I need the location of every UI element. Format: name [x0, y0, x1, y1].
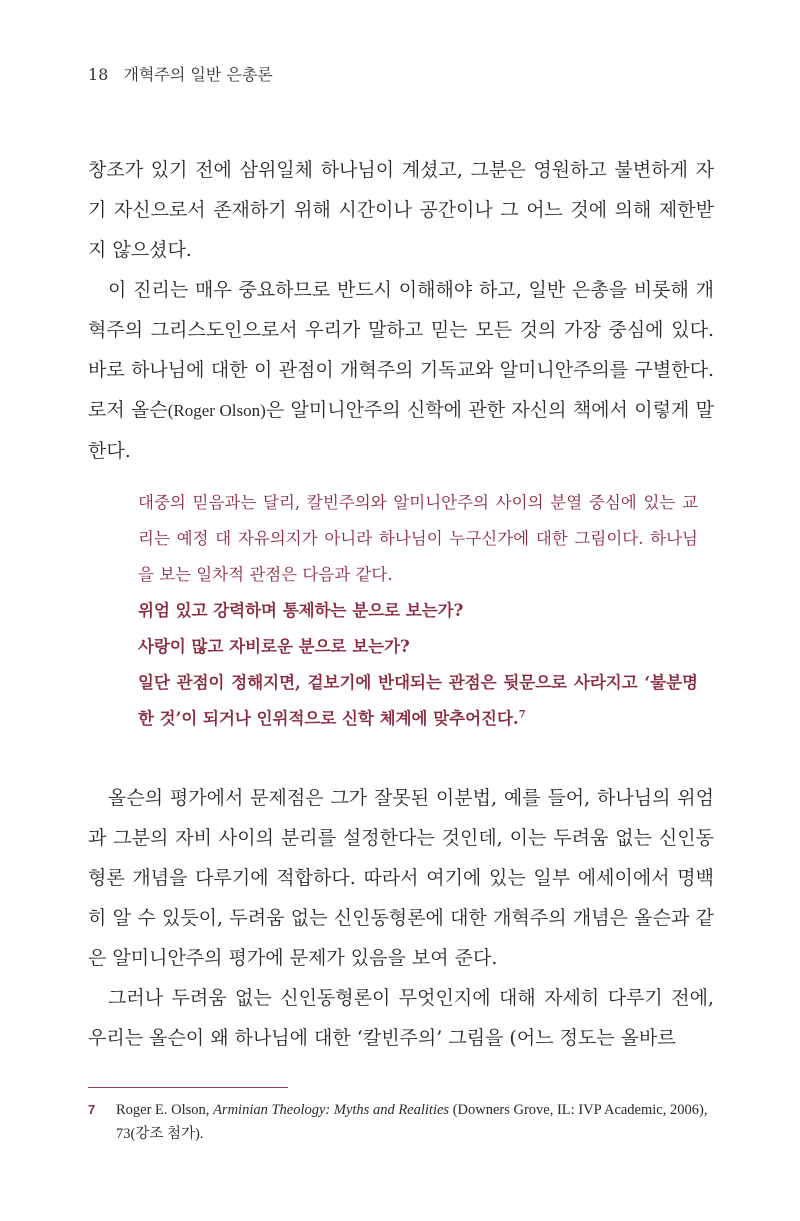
paragraph: 올슨의 평가에서 문제점은 그가 잘못된 이분법, 예를 들어, 하나님의 위엄과 그분의 자비 사이의 분리를 설정한다는 것인데, 이는 두려움 없는 신인동형론 개념을 다루기에 적합하다. 따라서 여기에 있는 일부 에세이에서 명백히 알 수 있듯이, 두려움 없는 신인동형론에 대한 개혁주의 개념은 올슨과 같은 알미니안주의 평가에 문제가 있음을 보여 준다. — [88, 787, 714, 969]
block-quote — [138, 485, 698, 737]
paragraph-text: 은 알미니안주의 신학에 관한 자신의 책에서 이렇게 말한다. — [88, 399, 714, 462]
quote-bold-line: 사랑이 많고 자비로운 분으로 보는가? — [138, 637, 410, 656]
quote-bold-line: 위엄 있고 강력하며 통제하는 분으로 보는가? — [138, 601, 464, 620]
running-title: 개혁주의 일반 은총론 — [123, 65, 273, 84]
footnote-reference[interactable]: 7 — [518, 709, 526, 721]
footnote-divider — [88, 1087, 288, 1088]
quote-bold-line — [138, 665, 698, 737]
paragraph: 그러나 두려움 없는 신인동형론이 무엇인지에 대해 자세히 다루기 전에, 우리는 올슨이 왜 하나님에 대한 ‘칼빈주의’ 그림을 (어느 정도는 올바르 — [88, 987, 714, 1049]
quote-bold-text: 일단 관점이 정해지면, 겉보기에 반대되는 관점은 뒷문으로 사라지고 ‘불분명한 것’이 되거나 인위적으로 신학 체계에 맞추어진다. — [138, 673, 698, 728]
paragraph — [88, 270, 714, 471]
footnote — [88, 1098, 714, 1146]
footnote-author: Roger E. Olson, — [116, 1102, 210, 1118]
body-text-top — [88, 150, 714, 471]
footnote-title: Arminian Theology: Myths and Realities — [213, 1102, 450, 1118]
quote-text: 대중의 믿음과는 달리, 칼빈주의와 알미니안주의 사이의 분열 중심에 있는 교리는 예정 대 자유의지가 아니라 하나님이 누구신가에 대한 그림이다. 하나님을 보는 일차적 관점은 다음과 같다. — [138, 493, 698, 584]
footnote-body — [116, 1098, 714, 1146]
footnote-rest: (Downers Grove, IL: IVP Academic, 2006), 73(강조 첨가). — [116, 1102, 708, 1142]
running-header — [88, 62, 273, 85]
footnote-number: 7 — [88, 1102, 96, 1117]
body-text-bottom — [88, 778, 714, 1058]
paragraph-text: 이 진리는 매우 중요하므로 반드시 이해해야 하고, 일반 은총을 비롯해 개혁주의 그리스도인으로서 우리가 말하고 믿는 모든 것의 가장 중심에 있다. 바로 하나님에 대한 이 관점이 개혁주의 기독교와 알미니안주의를 구별한다. 로저 올슨 — [88, 279, 714, 421]
latin-name: (Roger Olson) — [167, 401, 266, 420]
page-number: 18 — [88, 65, 109, 84]
paragraph: 창조가 있기 전에 삼위일체 하나님이 계셨고, 그분은 영원하고 불변하게 자기 자신으로서 존재하기 위해 시간이나 공간이나 그 어느 것에 의해 제한받지 않으셨다. — [88, 159, 714, 261]
